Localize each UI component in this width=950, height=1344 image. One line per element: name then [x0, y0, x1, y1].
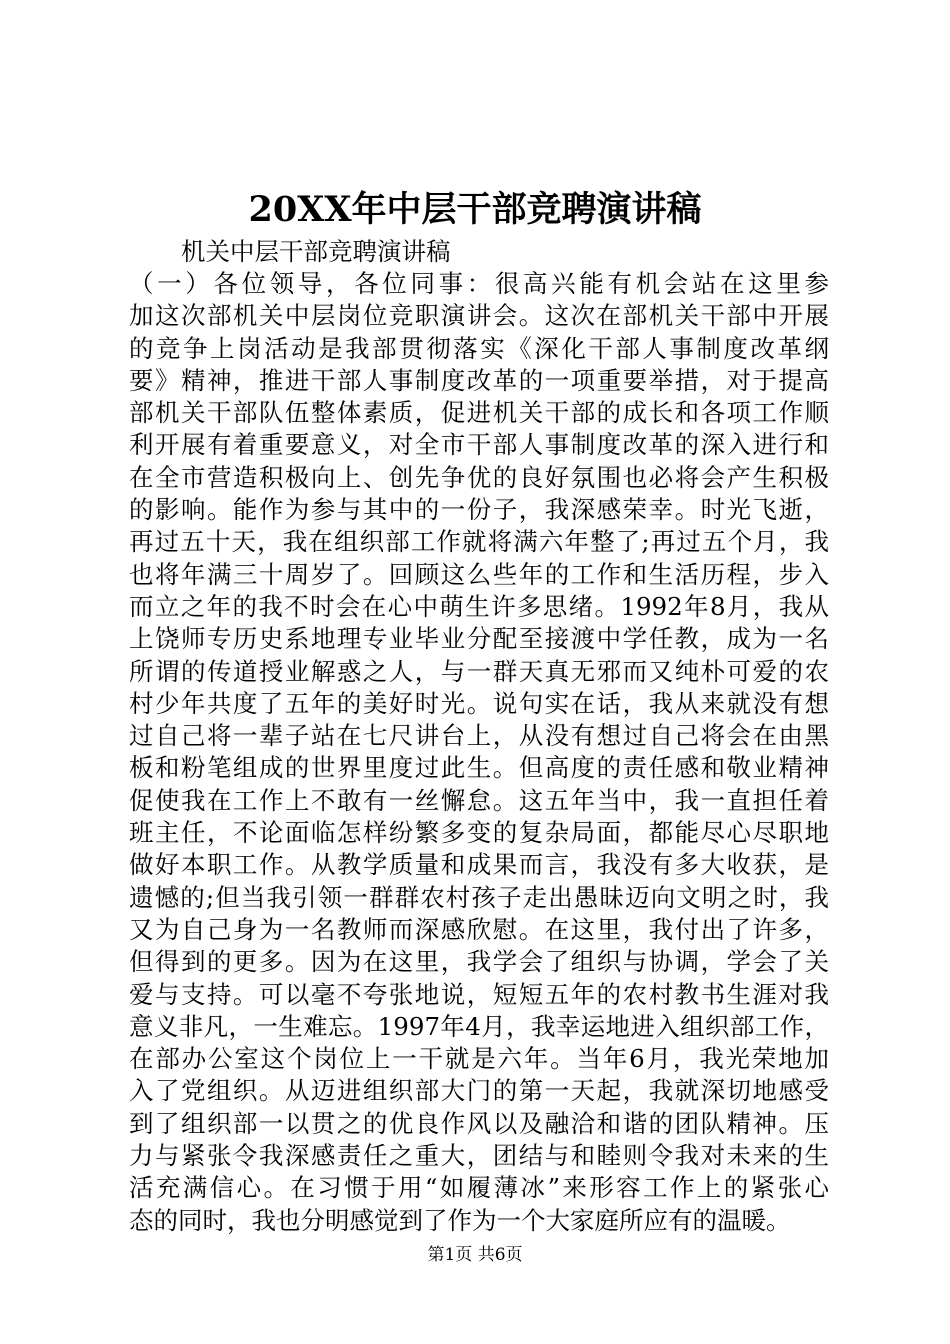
- text-line: 也将年满三十周岁了。回顾这么些年的工作和生活历程，步入: [129, 559, 829, 589]
- text-line: 在全市营造积极向上、创先争优的良好氛围也必将会产生积极: [129, 462, 829, 492]
- text-line: 而立之年的我不时会在心中萌生许多思绪。1992年8月，我从: [129, 591, 829, 621]
- text-line: 所谓的传道授业解惑之人，与一群天真无邪而又纯朴可爱的农: [129, 656, 829, 686]
- text-line: 活充满信心。在习惯于用“如履薄冰”来形容工作上的紧张心: [129, 1173, 829, 1203]
- text-line: 板和粉笔组成的世界里度过此生。但高度的责任感和敬业精神: [129, 753, 829, 783]
- text-line: 但得到的更多。因为在这里，我学会了组织与协调，学会了关: [129, 947, 829, 977]
- text-line: 村少年共度了五年的美好时光。说句实在话，我从来就没有想: [129, 688, 829, 718]
- document-title: 20XX年中层干部竞聘演讲稿: [248, 189, 702, 230]
- text-line: 遗憾的;但当我引领一群群农村孩子走出愚昧迈向文明之时，我: [129, 882, 829, 912]
- text-line: 再过五十天，我在组织部工作就将满六年整了;再过五个月，我: [129, 527, 829, 557]
- document-subtitle: 机关中层干部竞聘演讲稿: [181, 237, 451, 266]
- text-line: 做好本职工作。从教学质量和成果而言，我没有多大收获，是: [129, 850, 829, 880]
- body-paragraph: [129, 268, 829, 1237]
- text-line: 意义非凡，一生难忘。1997年4月，我幸运地进入组织部工作，: [129, 1011, 829, 1041]
- text-line: 在部办公室这个岗位上一干就是六年。当年6月，我光荣地加: [129, 1044, 829, 1074]
- text-line: 过自己将一辈子站在七尺讲台上，从没有想过自己将会在由黑: [129, 721, 829, 751]
- text-line: 促使我在工作上不敢有一丝懈怠。这五年当中，我一直担任着: [129, 785, 829, 815]
- text-line: 部机关干部队伍整体素质，促进机关干部的成长和各项工作顺: [129, 398, 829, 428]
- text-line: 入了党组织。从迈进组织部大门的第一天起，我就深切地感受: [129, 1076, 829, 1106]
- text-line: 班主任，不论面临怎样纷繁多变的复杂局面，都能尽心尽职地: [129, 818, 829, 848]
- text-line: 到了组织部一以贯之的优良作风以及融洽和谐的团队精神。压: [129, 1108, 829, 1138]
- text-line: （一）各位领导，各位同事：很高兴能有机会站在这里参: [129, 269, 829, 298]
- text-line: 利开展有着重要意义，对全市干部人事制度改革的深入进行和: [129, 430, 829, 460]
- text-line: 加这次部机关中层岗位竞职演讲会。这次在部机关干部中开展: [129, 301, 829, 331]
- text-line: 的竞争上岗活动是我部贯彻落实《深化干部人事制度改革纲: [129, 333, 829, 363]
- text-line: 爱与支持。可以毫不夸张地说，短短五年的农村教书生涯对我: [129, 979, 829, 1009]
- text-line: 的影响。能作为参与其中的一份子，我深感荣幸。时光飞逝，: [129, 495, 829, 525]
- text-line: 又为自己身为一名教师而深感欣慰。在这里，我付出了许多，: [129, 914, 829, 944]
- page-footer: 第1页 共6页: [427, 1245, 523, 1265]
- text-line: 上饶师专历史系地理专业毕业分配至接渡中学任教，成为一名: [129, 624, 829, 654]
- text-line: 要》精神，推进干部人事制度改革的一项重要举措，对于提高: [129, 365, 829, 395]
- text-line: 态的同时，我也分明感觉到了作为一个大家庭所应有的温暖。: [129, 1205, 791, 1235]
- text-line: 力与紧张令我深感责任之重大，团结与和睦则令我对未来的生: [129, 1141, 829, 1171]
